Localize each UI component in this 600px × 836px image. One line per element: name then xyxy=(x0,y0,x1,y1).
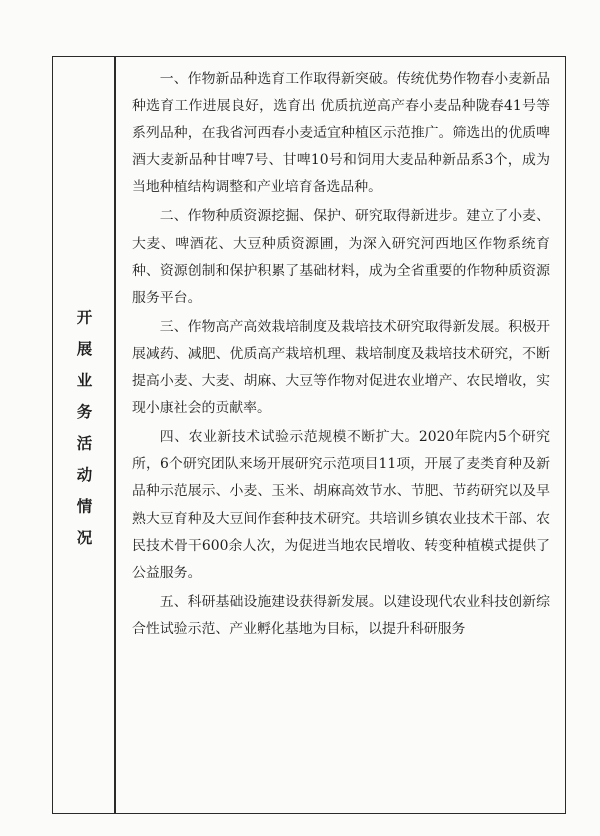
paragraph-3: 三、作物高产高效栽培制度及栽培技术研究取得新发展。积极开展减药、减肥、优质高产栽培机理、栽培制度及栽培技术研究，不断提高小麦、大麦、胡麻、大豆等作物对促进农业增产、农民增收，实现小康社会的贡献率。 xyxy=(132,318,550,417)
section-label: 开展业务活动情况 xyxy=(74,309,93,561)
label-column xyxy=(53,56,114,814)
column-divider xyxy=(114,56,116,814)
paragraph-1: 一、作物新品种选育工作取得新突破。传统优势作物春小麦新品种选育工作进展良好，选育出 优质抗逆高产春小麦品种陇春41号等系列品种，在我省河西春小麦适宜种植区示范推广。筛选出的优质啤酒大麦新品种甘啤7号、甘啤10号和饲用大麦品种新品系3个，成为当地种植结构调整和产业培育备选品种。 xyxy=(132,71,550,196)
content-column xyxy=(132,66,550,645)
paragraph-4: 四、农业新技术试验示范规模不断扩大。2020年院内5个研究所，6个研究团队来场开展研究示范项目11项，开展了麦类育种及新品种示范展示、小麦、玉米、胡麻高效节水、节肥、节药研究以及早熟大豆育种及大豆间作套种技术研究。共培训乡镇农业技术干部、农民技术骨干600余人次，为促进当地农民增收、转变种植模式提供了公益服务。 xyxy=(132,429,550,581)
paragraph-5: 五、科研基础设施建设获得新发展。以建设现代农业科技创新综合性试验示范、产业孵化基地为目标，以提升科研服务 xyxy=(132,593,550,637)
paragraph-2: 二、作物种质资源挖掘、保护、研究取得新进步。建立了小麦、大麦、啤酒花、大豆种质资源圃，为深入研究河西地区作物系统育种、资源创制和保护积累了基础材料，成为全省重要的作物种质资源服务平台。 xyxy=(132,208,550,306)
